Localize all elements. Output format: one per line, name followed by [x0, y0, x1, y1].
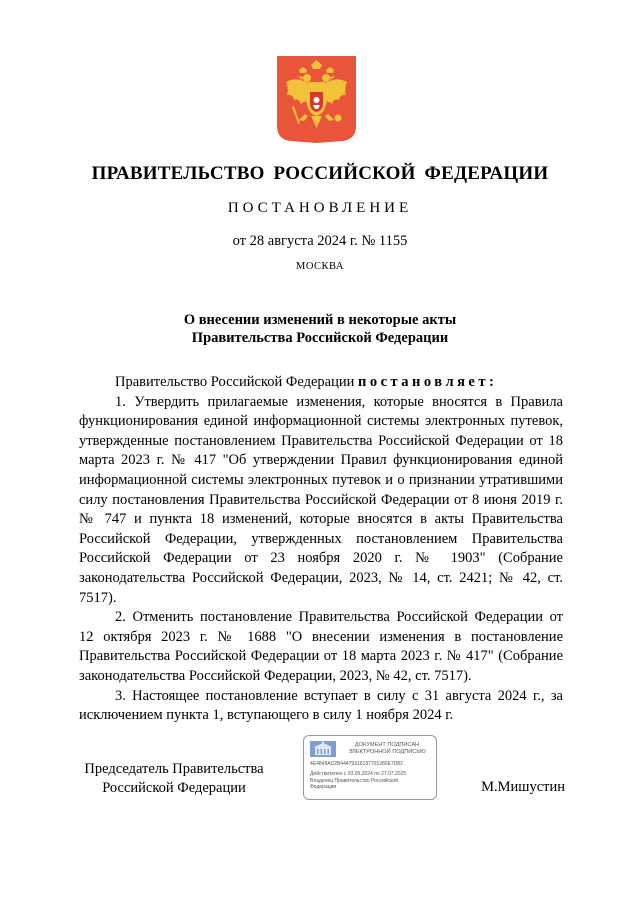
- stamp-certificate: 4E4848AC2B44479316187701280E7D82: [310, 761, 403, 767]
- preamble-text: Правительство Российской Федерации: [115, 374, 358, 390]
- stamp-title-line-1: ДОКУМЕНТ ПОДПИСАН: [354, 742, 420, 748]
- subject-line-2: Правительства Российской Федерации: [191, 330, 449, 346]
- item-3-paragraph: 3. Настоящее постановление вступает в силу с 31 августа 2024 г., за исключением пункта 1, вступающего в силу 1 ноября 2024 г.: [79, 687, 563, 724]
- stamp-title-line-2: ЭЛЕКТРОННОЙ ПОДПИСЬЮ: [348, 749, 426, 755]
- government-building-icon: [310, 741, 336, 757]
- signatory-name: М.Мишустин: [481, 779, 565, 795]
- stamp-validity: Действителен с 03.05.2024 по 27.07.2025: [310, 771, 407, 777]
- item-2-paragraph: 2. Отменить постановление Правительства Российской Федерации от 12 октября 2023 г. № 1688 "О внесении изменения в постановление Правительства Российской Федерации от 18 марта 2023 г. № 417" (Собрание законодательства Российской Федерации, 2023, № 42, ст. 7517).: [79, 609, 563, 684]
- preamble-paragraph: [79, 373, 563, 393]
- signatory-position: [79, 760, 269, 798]
- document-body: [79, 373, 563, 726]
- document-city: МОСКВА: [296, 261, 344, 272]
- document-date-number: от 28 августа 2024 г. № 1155: [232, 233, 408, 249]
- document-subject: [100, 311, 540, 347]
- stamp-owner-line-1: Владелец Правительство Российской: [310, 778, 398, 784]
- item-1-paragraph: 1. Утвердить прилагаемые изменения, которые вносятся в Правила функционирования единой информационной системы электронных путевок, утвержденные постановлением Правительства Российской Федерации от 18 марта 2023 г. № 417 "Об утверждении Правил функционирования единой информационной системы электронных путевок и о признании утратившими силу постановления Правительства Российской Федерации от 8 июня 2019 г. № 747 и пункта 18 изменений, которые вносятся в акты Правительства Российской Федерации, утвержденных постановлением Правительства Российской Федерации от 23 ноября 2020 г. № 1903" (Собрание законодательства Российской Федерации, 2023, № 14, ст. 2421; № 42, ст. 7517).: [79, 393, 563, 606]
- position-line-1: Председатель Правительства: [84, 761, 264, 777]
- electronic-signature-stamp: [303, 735, 437, 800]
- stamp-owner-line-2: Федерации: [310, 784, 337, 790]
- government-title: ПРАВИТЕЛЬСТВО РОССИЙСКОЙ ФЕДЕРАЦИИ: [91, 163, 549, 184]
- decree-word: постановляет:: [357, 374, 498, 390]
- subject-line-1: О внесении изменений в некоторые акты: [183, 312, 457, 328]
- position-line-2: Российской Федерации: [102, 780, 246, 796]
- document-type: ПОСТАНОВЛЕНИЕ: [227, 200, 413, 216]
- stamp-title: [340, 742, 434, 756]
- russian-coat-of-arms-icon: [277, 56, 356, 143]
